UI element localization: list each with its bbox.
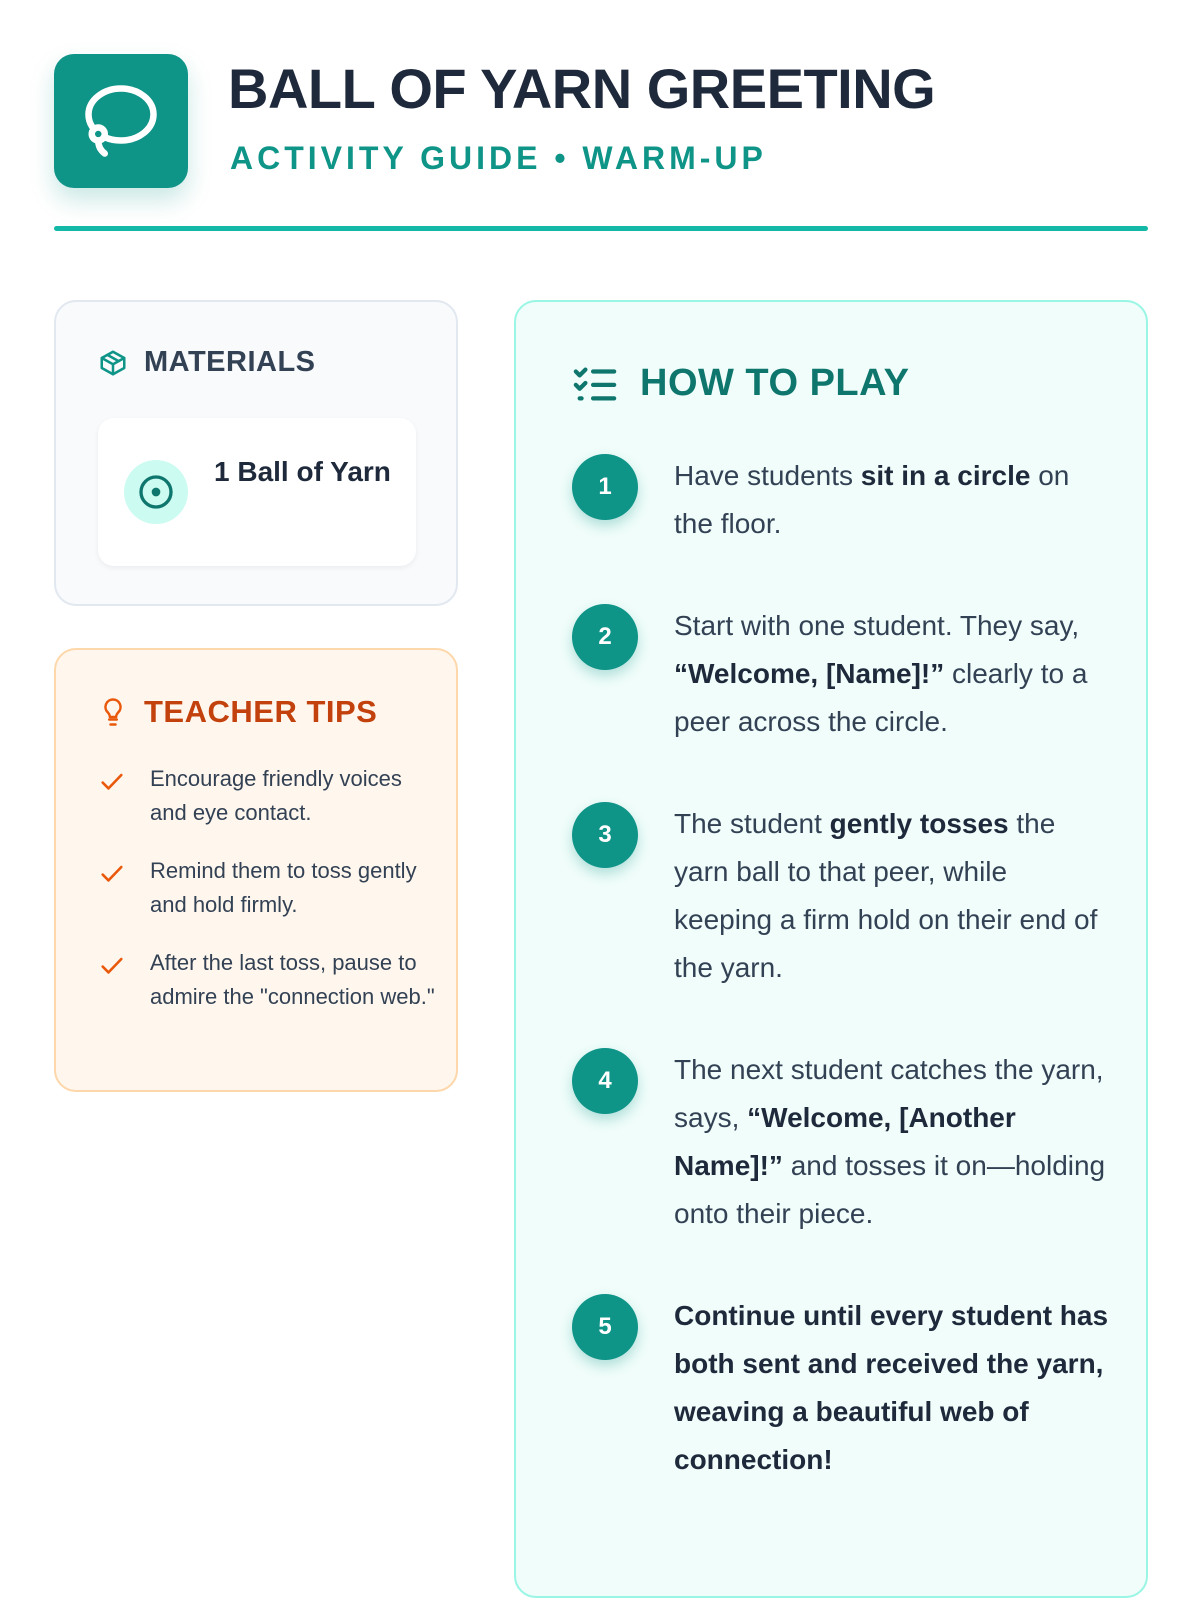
list-item: [572, 1046, 1112, 1238]
step-text-bold: sit in a circle: [860, 460, 1031, 491]
materials-heading: MATERIALS: [144, 346, 316, 378]
checklist-icon: [572, 360, 618, 406]
package-icon: [98, 348, 128, 378]
step-text-bold: gently tosses: [829, 808, 1009, 839]
material-icon-badge: [124, 460, 188, 524]
steps-list: [572, 452, 1112, 1538]
step-text-plain: clearly to a peer across the circle.: [674, 658, 1088, 737]
material-item: [98, 418, 416, 566]
teacher-tips-card: [54, 648, 458, 1092]
lightbulb-icon: [98, 697, 128, 727]
how-to-play-header: [572, 360, 909, 406]
header-divider: [54, 226, 1148, 231]
step-text-plain: The student: [674, 808, 830, 839]
how-to-play-card: [514, 300, 1148, 1598]
list-item: [572, 800, 1112, 992]
list-item: [98, 946, 438, 1014]
target-icon: [136, 472, 176, 512]
material-label: 1 Ball of Yarn: [214, 456, 391, 487]
tip-text: Encourage friendly voices and eye contact.: [150, 766, 402, 825]
teacher-tips-heading: TEACHER TIPS: [144, 694, 378, 729]
page-header: [54, 54, 1148, 234]
step-number-badge: 1: [572, 454, 638, 520]
how-to-play-heading: HOW TO PLAY: [640, 361, 910, 404]
step-text-bold: “Welcome, [Another Name]!”: [674, 1102, 1016, 1181]
tips-list: [98, 762, 438, 1038]
step-number-badge: 2: [572, 604, 638, 670]
step-text-plain: the yarn ball to that peer, while keeping a firm hold on their end of the yarn.: [674, 808, 1098, 983]
page-title: BALL OF YARN GREETING: [228, 57, 936, 120]
step-number-badge: 4: [572, 1048, 638, 1114]
check-icon: [98, 768, 126, 796]
step-number-badge: 5: [572, 1294, 638, 1360]
materials-card: [54, 300, 458, 606]
list-item: [98, 762, 438, 830]
check-icon: [98, 952, 126, 980]
step-text-plain: Have students: [674, 460, 861, 491]
lasso-icon: [82, 82, 160, 160]
step-text-plain: The next student catches the yarn, says,: [674, 1054, 1104, 1133]
list-item: [572, 602, 1112, 746]
logo-badge: [54, 54, 188, 188]
step-text-plain: Start with one student. They say,: [674, 610, 1080, 641]
tip-text: After the last toss, pause to admire the "connection web.": [150, 950, 435, 1009]
list-item: [572, 452, 1112, 548]
step-text-plain: and tosses it on—holding onto their piece.: [674, 1150, 1106, 1229]
list-item: [572, 1292, 1112, 1484]
check-icon: [98, 860, 126, 888]
step-number-badge: 3: [572, 802, 638, 868]
teacher-tips-header: [98, 694, 377, 730]
tip-text: Remind them to toss gently and hold firmly.: [150, 858, 417, 917]
step-text-bold: Continue until every student has both sent and received the yarn, weaving a beautiful web of connection!: [674, 1300, 1109, 1475]
page-subtitle: ACTIVITY GUIDE • WARM-UP: [230, 140, 767, 176]
materials-header: [98, 346, 316, 379]
list-item: [98, 854, 438, 922]
step-text-bold: “Welcome, [Name]!”: [674, 658, 945, 689]
step-text-plain: on the floor.: [674, 460, 1070, 539]
